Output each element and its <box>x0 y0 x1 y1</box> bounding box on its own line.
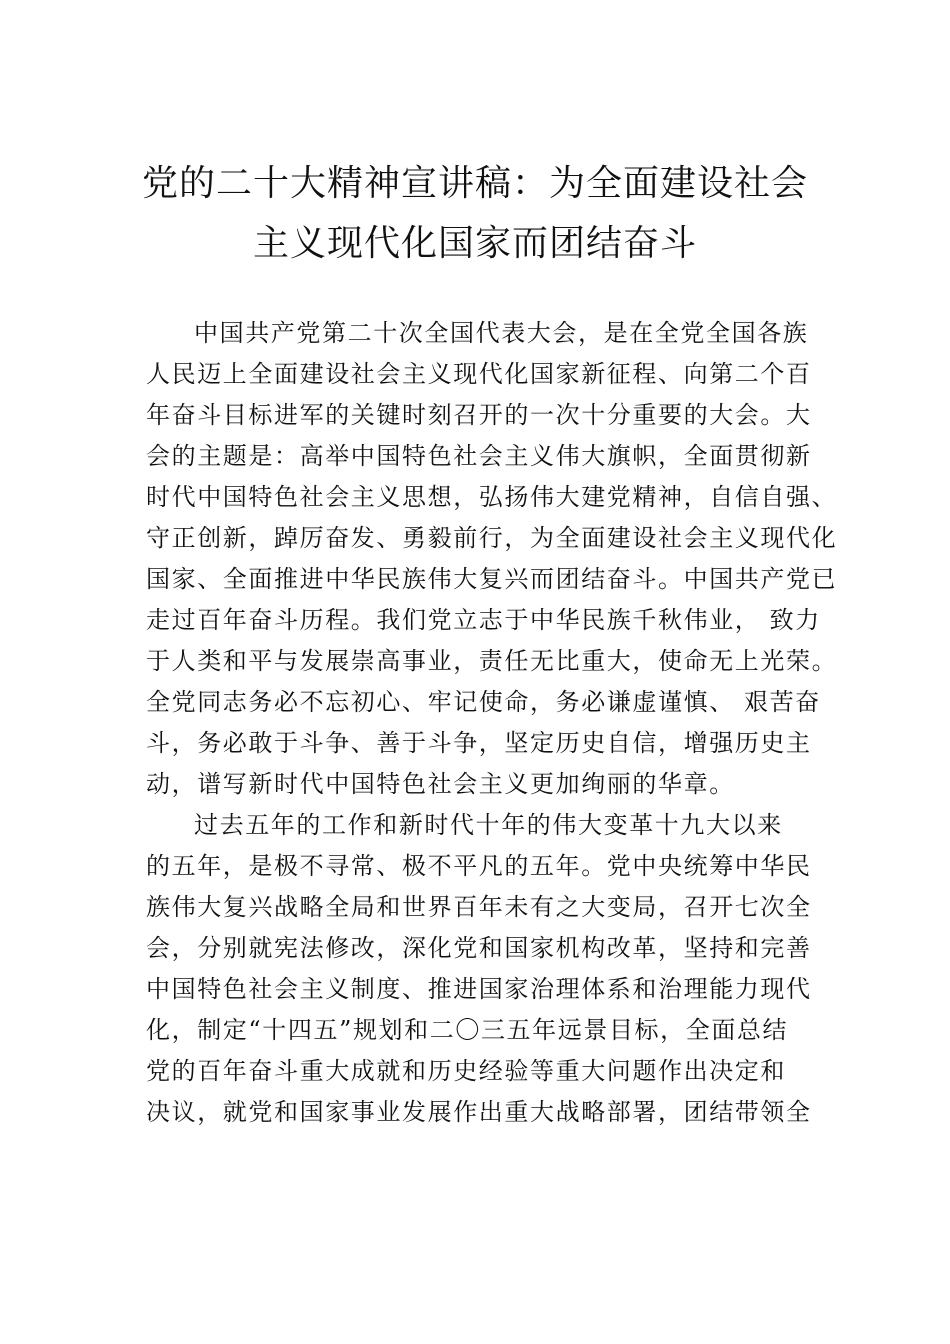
paragraph-2-line: 中国特色社会主义制度、推进国家治理体系和治理能力现代 <box>146 975 812 1003</box>
paragraph-2-line: 的五年，是极不寻常、极不平凡的五年。党中央统筹中华民 <box>146 852 812 880</box>
paragraph-2-line: 族伟大复兴战略全局和世界百年未有之大变局，召开七次全 <box>146 893 812 921</box>
paragraph-1-line: 年奋斗目标进军的关键时刻召开的一次十分重要的大会。大 <box>146 401 812 429</box>
paragraph-1-line: 斗，务必敢于斗争、善于斗争，坚定历史自信，增强历史主 <box>146 729 812 757</box>
paragraph-2-line: 化，制定“十四五”规划和二〇三五年远景目标，全面总结 <box>146 1016 789 1044</box>
paragraph-2-line: 会，分别就宪法修改，深化党和国家机构改革，坚持和完善 <box>146 934 812 962</box>
paragraph-1-line: 于人类和平与发展崇高事业，责任无比重大，使命无上光荣。 <box>146 647 838 675</box>
paragraph-1-line: 时代中国特色社会主义思想，弘扬伟大建党精神，自信自强、 <box>146 483 838 511</box>
page-title-line-2: 主义现代化国家而团结奋斗 <box>252 223 697 264</box>
paragraph-2-line: 决议，就党和国家事业发展作出重大战略部署，团结带领全 <box>146 1098 812 1126</box>
paragraph-1-line: 会的主题是：高举中国特色社会主义伟大旗帜，全面贯彻新 <box>146 442 812 470</box>
paragraph-1-line: 走过百年奋斗历程。我们党立志于中华民族千秋伟业， 致力 <box>146 606 821 634</box>
paragraph-2-line: 过去五年的工作和新时代十年的伟大变革十九大以来 <box>194 811 783 839</box>
paragraph-1-line: 守正创新，踔厉奋发、勇毅前行，为全面建设社会主义现代化 <box>146 524 838 552</box>
paragraph-1-line: 全党同志务必不忘初心、牢记使命，务必谦虚谨慎、 艰苦奋 <box>146 688 821 716</box>
paragraph-1-line: 中国共产党第二十次全国代表大会，是在全党全国各族 <box>194 319 809 347</box>
paragraph-1-line: 动，谱写新时代中国特色社会主义更加绚丽的华章。 <box>146 770 735 798</box>
page-title-line-1: 党的二十大精神宣讲稿：为全面建设社会 <box>141 163 808 204</box>
paragraph-1-line: 国家、全面推进中华民族伟大复兴而团结奋斗。中国共产党已 <box>146 565 838 593</box>
paragraph-1-line: 人民迈上全面建设社会主义现代化国家新征程、向第二个百 <box>146 360 812 388</box>
paragraph-2-line: 党的百年奋斗重大成就和历史经验等重大问题作出决定和 <box>146 1057 786 1085</box>
